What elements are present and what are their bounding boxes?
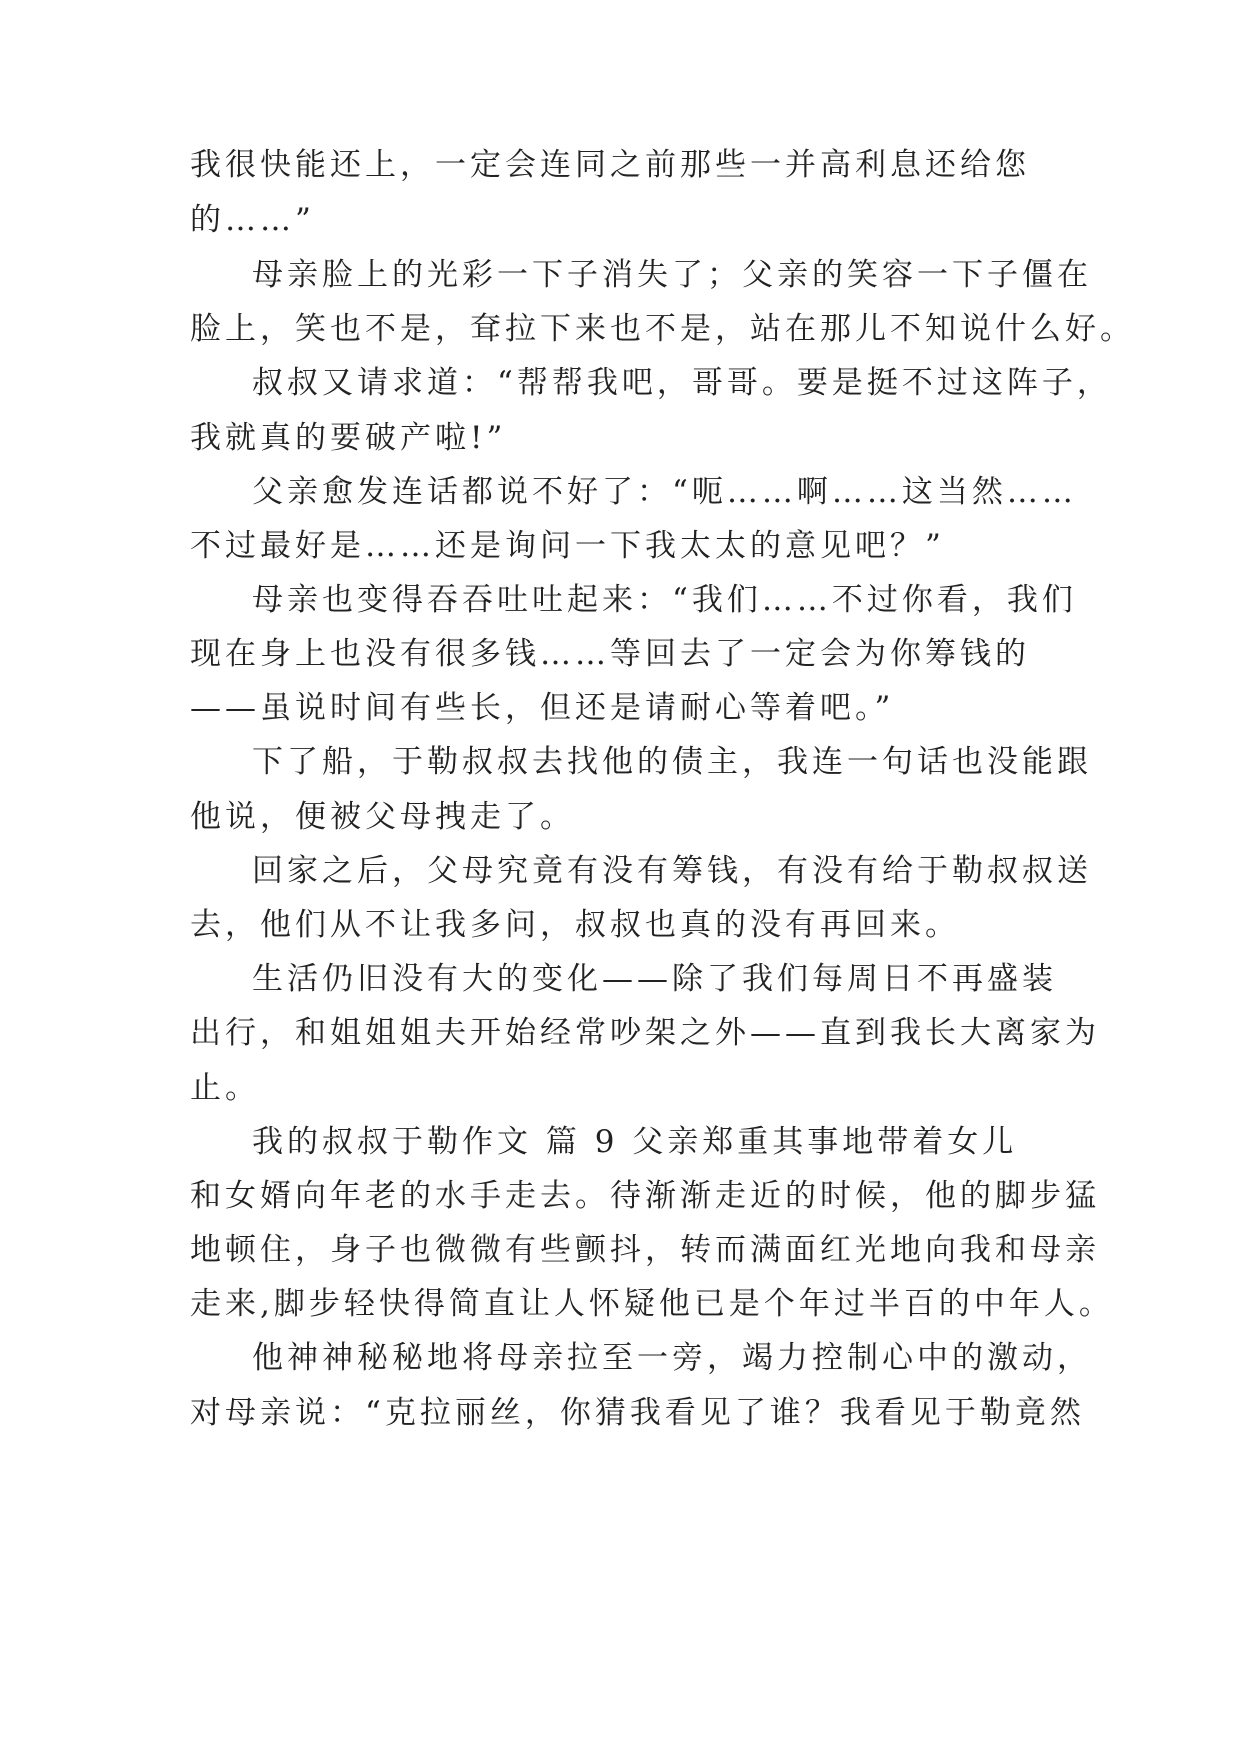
- text-line: 我很快能还上，一定会连同之前那些一并高利息还给您: [190, 147, 1030, 183]
- text-line: 现在身上也没有很多钱……等回去了一定会为你筹钱的: [190, 636, 1030, 672]
- text-line: 脸上，笑也不是，耷拉下来也不是，站在那儿不知说什么好。: [190, 311, 1135, 347]
- text-line: 的……”: [190, 202, 315, 238]
- text-line: 对母亲说：“克拉丽丝，你猜我看见了谁？我看见于勒竟然: [190, 1395, 1085, 1431]
- text-line: 出行，和姐姐姐夫开始经常吵架之外——直到我长大离家为: [190, 1015, 1100, 1051]
- paragraph-first-line: 下了船，于勒叔叔去找他的债主，我连一句话也没能跟: [252, 744, 1092, 780]
- paragraph-first-line: 他神神秘秘地将母亲拉至一旁，竭力控制心中的激动，: [252, 1340, 1092, 1376]
- text-line: 去，他们从不让我多问，叔叔也真的没有再回来。: [190, 907, 960, 943]
- paragraph-first-line: 母亲也变得吞吞吐吐起来：“我们……不过你看，我们: [252, 582, 1077, 618]
- paragraph-first-line: 叔叔又请求道：“帮帮我吧，哥哥。要是挺不过这阵子，: [252, 365, 1112, 401]
- paragraph-first-line: 父亲愈发连话都说不好了：“呃……啊……这当然……: [252, 474, 1077, 510]
- text-line: 不过最好是……还是询问一下我太太的意见吧？”: [190, 528, 945, 564]
- text-line: 我就真的要破产啦!”: [190, 420, 507, 456]
- text-line: 走来,脚步轻快得简直让人怀疑他已是个年过半百的中年人。: [190, 1286, 1114, 1322]
- paragraph-first-line: 母亲脸上的光彩一下子消失了；父亲的笑容一下子僵在: [252, 257, 1092, 293]
- text-line: 止。: [190, 1070, 260, 1106]
- text-line: 和女婿向年老的水手走去。待渐渐走近的时候，他的脚步猛: [190, 1178, 1100, 1214]
- text-line: 地顿住，身子也微微有些颤抖，转而满面红光地向我和母亲: [190, 1232, 1100, 1268]
- paragraph-first-line: 回家之后，父母究竟有没有筹钱，有没有给于勒叔叔送: [252, 853, 1092, 889]
- text-line: 他说，便被父母拽走了。: [190, 799, 575, 835]
- section-heading-line: 我的叔叔于勒作文 篇 9 父亲郑重其事地带着女儿: [252, 1124, 1018, 1160]
- paragraph-first-line: 生活仍旧没有大的变化——除了我们每周日不再盛装: [252, 961, 1057, 997]
- text-line: ——虽说时间有些长，但还是请耐心等着吧。”: [190, 690, 895, 726]
